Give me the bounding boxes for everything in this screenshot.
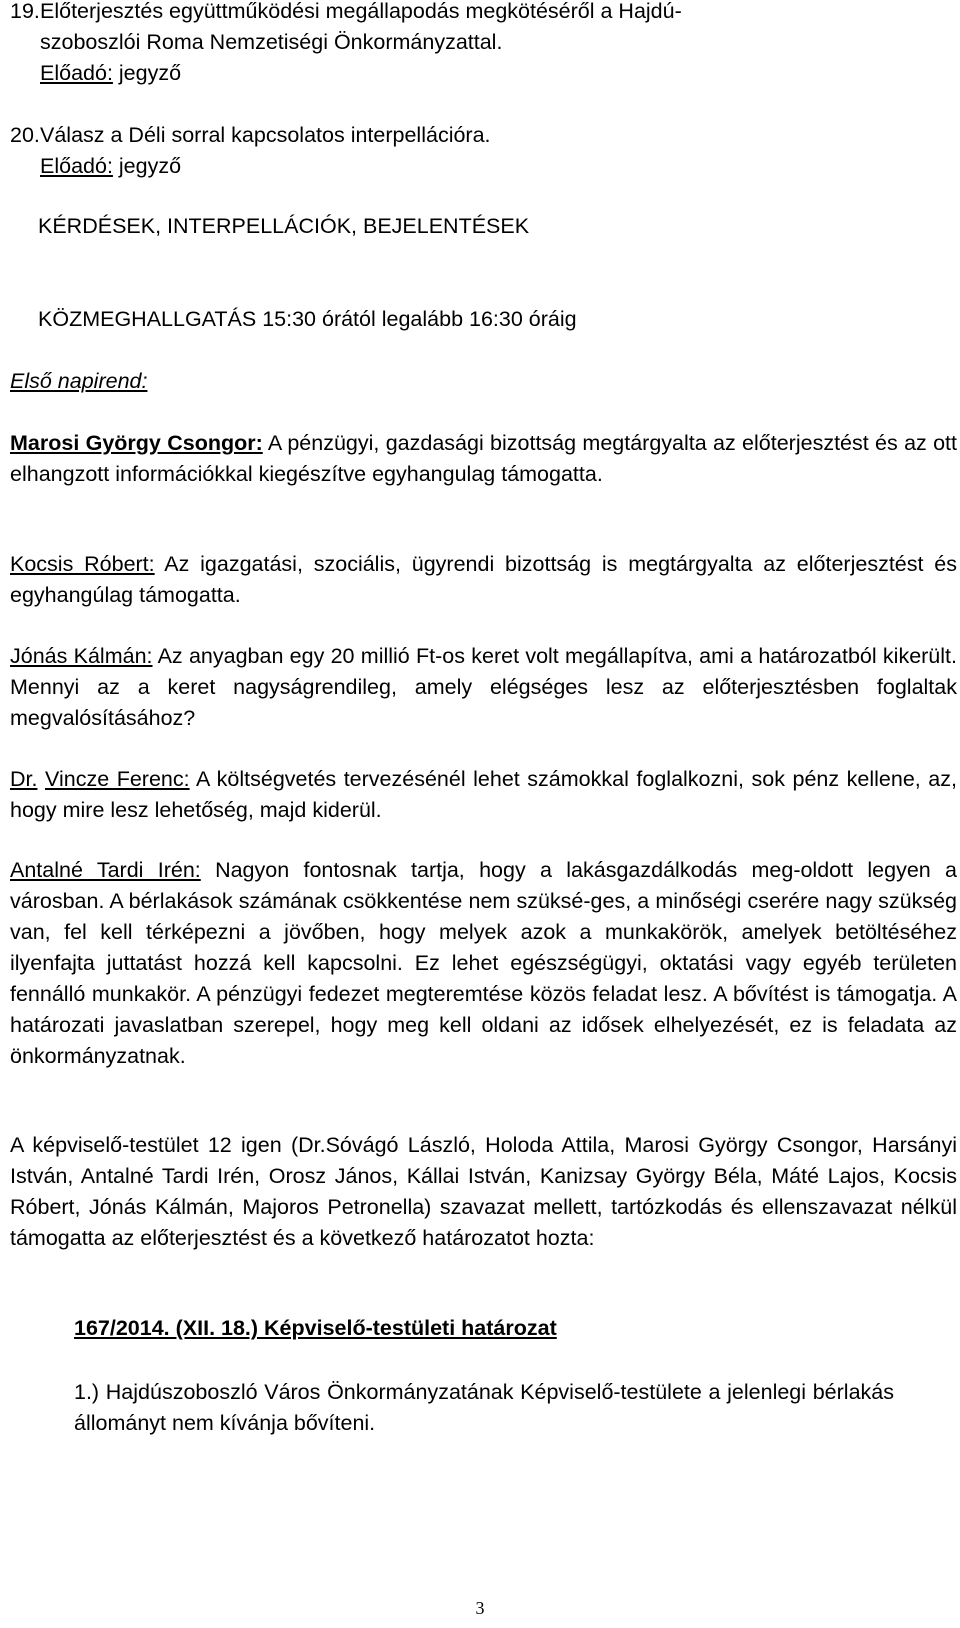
speech-text: A költségvetés tervezésénél lehet számokkal foglalkozni, sok pénz kellene, az, hogy mire lesz lehetőség, majd kiderül. (10, 767, 957, 822)
agenda-item-19 (10, 0, 957, 89)
speaker-name: Kocsis Róbert: (10, 552, 155, 576)
speaker-name: Jónás Kálmán: (10, 644, 153, 668)
speech-text: Az igazgatási, szociális, ügyrendi bizottság is megtárgyalta az előterjesztést és egyhangúlag támogatta. (10, 552, 957, 607)
presenter-name: jegyző (112, 154, 182, 178)
speaker-prefix: Dr. (10, 767, 38, 791)
speech-kocsis (10, 549, 957, 611)
speech-marosi (10, 428, 957, 490)
speech-text: Nagyon fontosnak tartja, hogy a lakásgazdálkodás meg-oldott legyen a városban. A bérlakások számának csökkentése nem szüksé-ges, a minőségi cserére nagy szükség van, fel kell térképezni a jövőben, hogy melyek azok a munkakörök, amelyek betöltéséhez ilyenfajta juttatást hozzá kell kapcsolni. Ez lehet egészségügyi, oktatási vagy egyéb területen fennálló munkakör. A pénzügyi fedezet megteremtése közös feladat lesz. A bővítést is támogatja. A határozati javaslatban szerepel, hogy meg kell oldani az idősek elhelyezését, ez is feladata az önkormányzatnak. (10, 858, 957, 1068)
section-heading-public-hearing: KÖZMEGHALLGATÁS 15:30 órától legalább 16:30 óráig (38, 307, 577, 331)
speech-text: Az anyagban egy 20 millió Ft-os keret volt megállapítva, ami a határozatból kikerült. Mennyi az a keret nagyságrendileg, amely elégséges lesz az előterjesztésben foglaltak megvalósításához? (10, 644, 957, 730)
speaker-name: Marosi György Csongor: (10, 431, 263, 455)
agenda-label: Első napirend: (10, 369, 148, 393)
presenter-name: jegyző (112, 61, 182, 85)
speaker-name: Vincze Ferenc: (45, 767, 190, 791)
speech-vincze (10, 764, 957, 826)
item-number: 19. (10, 0, 40, 23)
section-heading-questions: KÉRDÉSEK, INTERPELLÁCIÓK, BEJELENTÉSEK (38, 214, 530, 238)
item-number: 20. (10, 123, 40, 147)
speech-antalne (10, 855, 957, 1072)
page-number: 3 (475, 1598, 485, 1618)
speaker-name: Antalné Tardi Irén: (10, 858, 201, 882)
item-text: Előterjesztés együttműködési megállapodás megkötéséről a Hajdú- (40, 0, 682, 23)
vote-statement: A képviselő-testület 12 igen (Dr.Sóvágó László, Holoda Attila, Marosi György Csongor, Harsányi István, Antalné Tardi Irén, Orosz János, Kállai István, Kanizsay György Béla, Máté Lajos, Kocsis Róbert, Jónás Kálmán, Majoros Petronella) szavazat mellett, tartózkodás és ellenszavazat nélkül támogatta az előterjesztést és a következő határozatot hozta: (10, 1133, 957, 1250)
speech-text: A pénzügyi, gazdasági bizottság megtárgyalta az előterjesztést és az ott elhangzott információkkal kiegészítve egyhangulag támogatta. (10, 431, 957, 486)
presenter-label: Előadó: (40, 61, 113, 85)
presenter-label: Előadó: (40, 154, 113, 178)
item-text-cont: szoboszlói Roma Nemzetiségi Önkormányzattal. (40, 30, 503, 54)
resolution-title: 167/2014. (XII. 18.) Képviselő-testületi határozat (74, 1316, 557, 1340)
speech-jonas (10, 641, 957, 734)
item-text: Válasz a Déli sorral kapcsolatos interpellációra. (40, 123, 491, 147)
resolution-item: 1.) Hajdúszoboszló Város Önkormányzatának Képviselő-testülete a jelenlegi bérlakás állományt nem kívánja bővíteni. (74, 1380, 894, 1435)
agenda-item-20 (10, 120, 957, 182)
